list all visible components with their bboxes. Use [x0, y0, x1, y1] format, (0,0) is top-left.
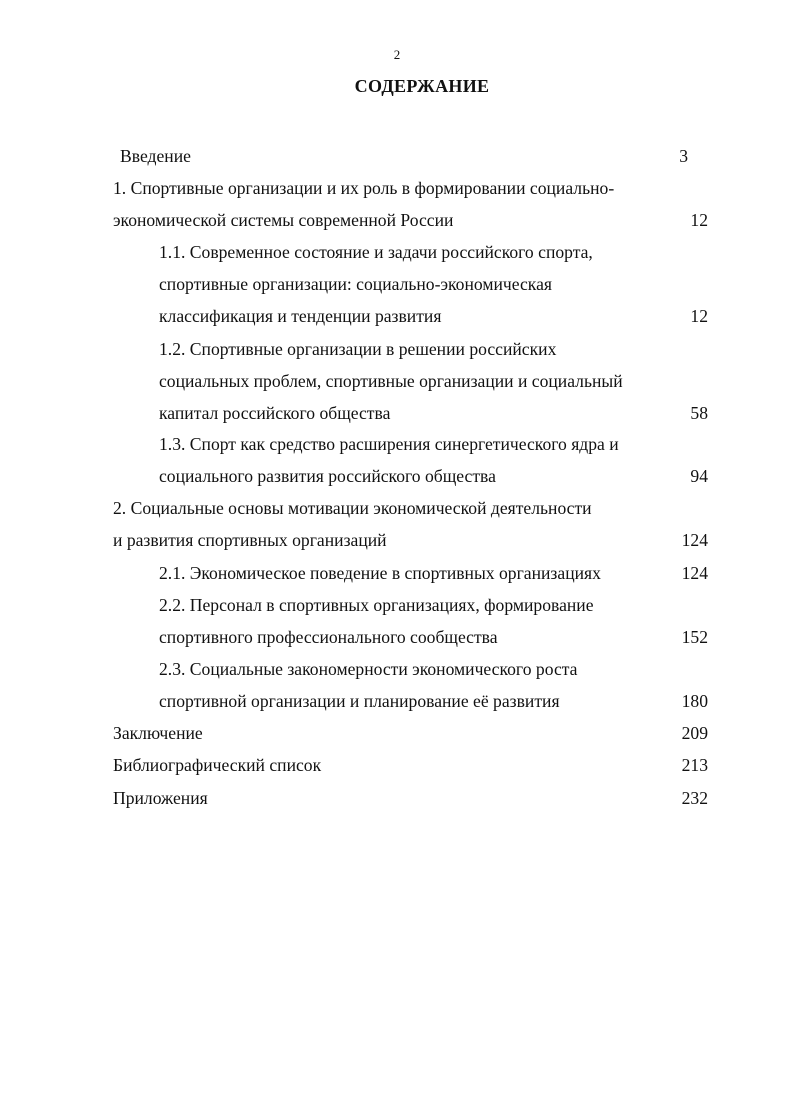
toc-entry-page: 124 [681, 563, 708, 583]
toc-entry-text: Введение [120, 146, 191, 166]
toc-entry-page: 124 [681, 530, 708, 550]
toc-entry-text: и развития спортивных организаций [113, 530, 387, 550]
toc-entry-text: 1.1. Современное состояние и задачи российского спорта, [159, 242, 593, 262]
toc-entry-text: классификация и тенденции развития [159, 306, 442, 326]
toc-entry-text: 2.2. Персонал в спортивных организациях, формирование [159, 595, 594, 615]
toc-entry-page: 209 [681, 723, 708, 743]
toc-entry-page: 3 [679, 146, 688, 166]
toc-entry-text: 1. Спортивные организации и их роль в формировании социально- [113, 178, 615, 198]
toc-entry-page: 94 [690, 466, 708, 486]
toc-entry-text: экономической системы современной России [113, 210, 454, 230]
toc-entry-page: 232 [681, 788, 708, 808]
toc-entry-text: Приложения [113, 788, 208, 808]
page-number: 2 [393, 47, 401, 62]
toc-entry-text: спортивные организации: социально-экономическая [159, 274, 552, 294]
toc-entry-page: 12 [690, 306, 708, 326]
toc-entry-text: Библиографический список [113, 755, 322, 775]
toc-entry-page: 152 [681, 627, 708, 647]
toc-entry-text: спортивной организации и планирование её развития [159, 691, 560, 711]
toc-entry-page: 213 [681, 755, 708, 775]
toc-entry-text: спортивного профессионального сообщества [159, 627, 498, 647]
toc-entry-text: социальных проблем, спортивные организации и социальный [159, 371, 623, 391]
toc-entry-text: социального развития российского общества [159, 466, 496, 486]
toc-entry-text: 2. Социальные основы мотивации экономической деятельности [113, 498, 592, 518]
toc-entry-page: 12 [690, 210, 708, 230]
toc-entry-text: 1.2. Спортивные организации в решении российских [159, 339, 557, 359]
toc-entry-page: 180 [681, 691, 708, 711]
toc-entry-text: капитал российского общества [159, 403, 391, 423]
toc-entry-text: 2.1. Экономическое поведение в спортивных организациях [159, 563, 601, 583]
toc-entry-text: Заключение [113, 723, 203, 743]
toc-entry-page: 58 [690, 403, 708, 423]
page-title: СОДЕРЖАНИЕ [354, 76, 490, 96]
toc-entry-text: 1.3. Спорт как средство расширения синергетического ядра и [159, 434, 619, 454]
toc-entry-text: 2.3. Социальные закономерности экономического роста [159, 659, 578, 679]
